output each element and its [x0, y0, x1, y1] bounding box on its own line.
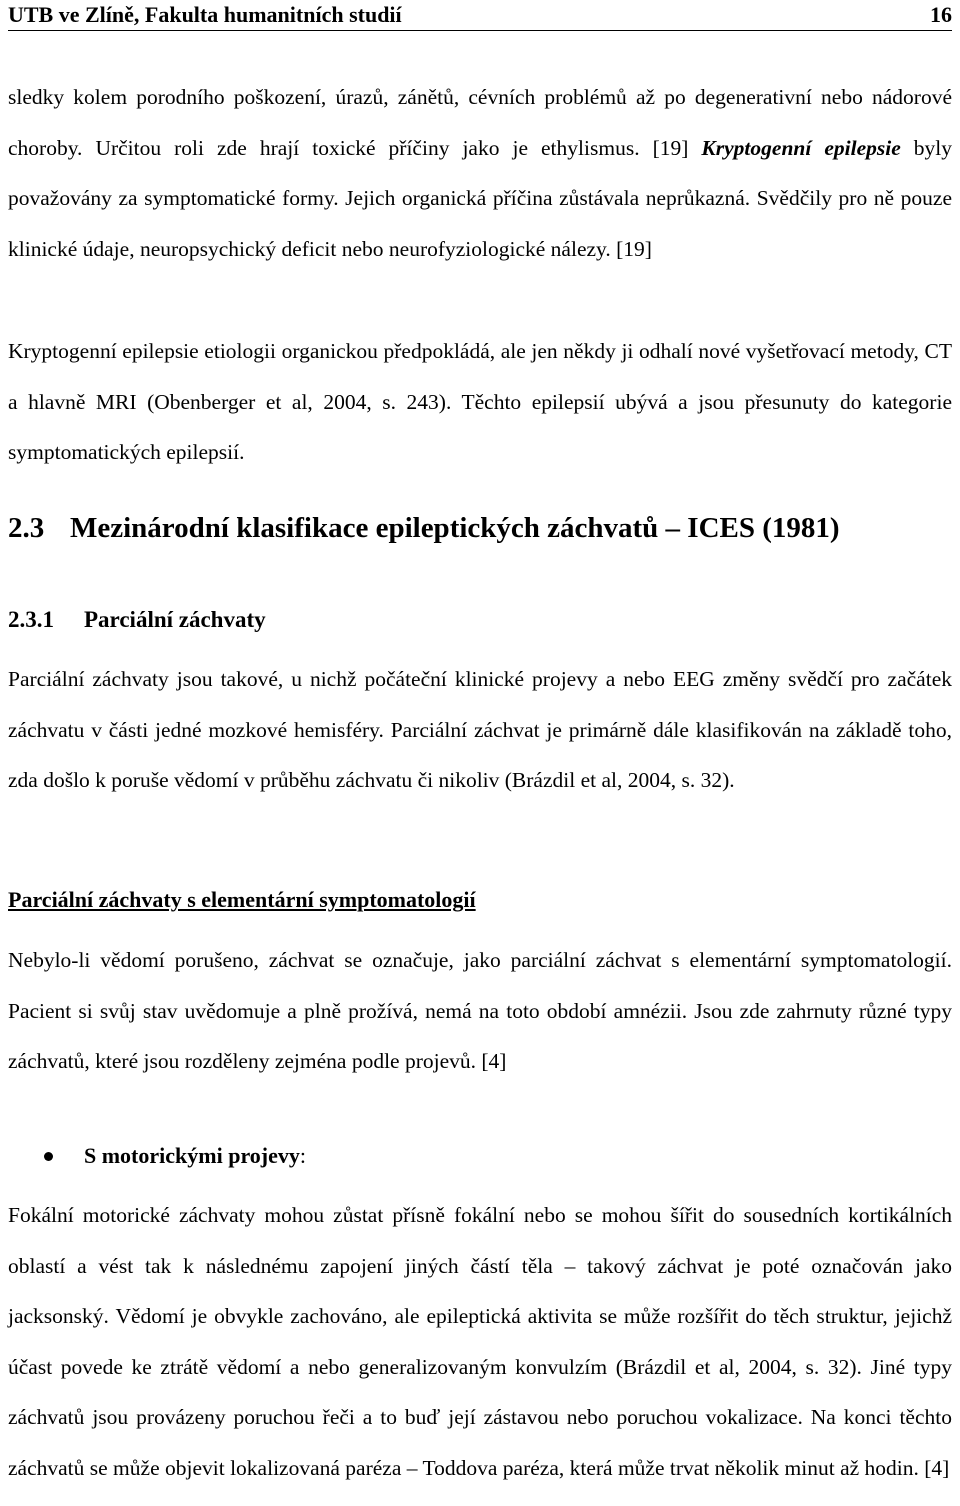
- bullet-item-motor: [44, 1136, 306, 1176]
- subsection-number: 2.3.1: [8, 607, 54, 632]
- paragraph-elementary: Nebylo-li vědomí porušeno, záchvat se označuje, jako parciální záchvat s elementární symptomatologií. Pacient si svůj stav uvědomuje a plně prožívá, nemá na toto období amnézii. Jsou zde zahrnuty různé typy záchvatů, které jsou rozděleny zejména podle projevů. [4]: [8, 948, 952, 1073]
- underlined-heading: Parciální záchvaty s elementární symptomatologií: [8, 887, 476, 912]
- paragraph-cryptogenic: Kryptogenní epilepsie etiologii organickou předpokládá, ale jen někdy ji odhalí nové vyšetřovací metody, CT a hlavně MRI (Obenberger et al, 2004, s. 243). Těchto epilepsií ubývá a jsou přesunuty do kategorie symptomatických epilepsií.: [8, 339, 952, 464]
- bullet-suffix: :: [299, 1143, 307, 1168]
- paragraph-motor: Fokální motorické záchvaty mohou zůstat přísně fokální nebo se mohou šířit do sousedních kortikálních oblastí a vést tak k následnému zapojení jiných částí těla – takový záchvat je poté označován jako jacksonský. Vědomí je obvykle zachováno, ale epileptická aktivita se může rozšířit do těch struktur, jejichž účast povede ke ztrátě vědomí a nebo generalizovaným konvulzím (Brázdil et al, 2004, s. 32). Jiné typy záchvatů jsou provázeny poruchou řeči a to buď její zástavou nebo poruchou vokalizace. Na konci těchto záchvatů se může objevit lokalizovaná paréza – Toddova paréza, která může trvat několik minut až hodin. [4]: [8, 1203, 952, 1480]
- bullet-dot-icon: [44, 1152, 53, 1161]
- paragraph-partial-seizures: Parciální záchvaty jsou takové, u nichž počáteční klinické projevy a nebo EEG změny svědčí pro začátek záchvatu v části jedné mozkové hemisféry. Parciální záchvat je primárně dále klasifikován na základě toho, zda došlo k poruše vědomí v průběhu záchvatu či nikoliv (Brázdil et al, 2004, s. 32).: [8, 667, 952, 792]
- paragraph-etiology: [8, 72, 952, 274]
- section-heading: [8, 508, 840, 548]
- section-title: Mezinárodní klasifikace epileptických záchvatů – ICES (1981): [70, 512, 840, 544]
- paragraph-etiology-text-b: byly považovány za symptomatické formy. Jejich organická příčina zůstávala neprůkazná. Svědčily pro ně pouze klinické údaje, neuropsychický deficit nebo neurofyziologické nálezy. [19]: [8, 135, 953, 261]
- section-number: 2.3: [8, 512, 45, 544]
- page-header: [8, 0, 952, 31]
- page-number: 16: [930, 2, 952, 27]
- subsection-heading: [8, 600, 266, 640]
- subsection-title: Parciální záchvaty: [84, 607, 266, 632]
- term-cryptogenic-epilepsy: Kryptogenní epilepsie: [701, 135, 901, 160]
- header-title: UTB ve Zlíně, Fakulta humanitních studií: [8, 2, 402, 27]
- bullet-label: S motorickými projevy: [84, 1143, 300, 1168]
- paragraph-etiology-text-a: sledky kolem porodního poškození, úrazů, zánětů, cévních problémů až po degenerativní nebo nádorové choroby. Určitou roli zde hrají toxické příčiny jako je ethylismus. [19]: [8, 85, 952, 160]
